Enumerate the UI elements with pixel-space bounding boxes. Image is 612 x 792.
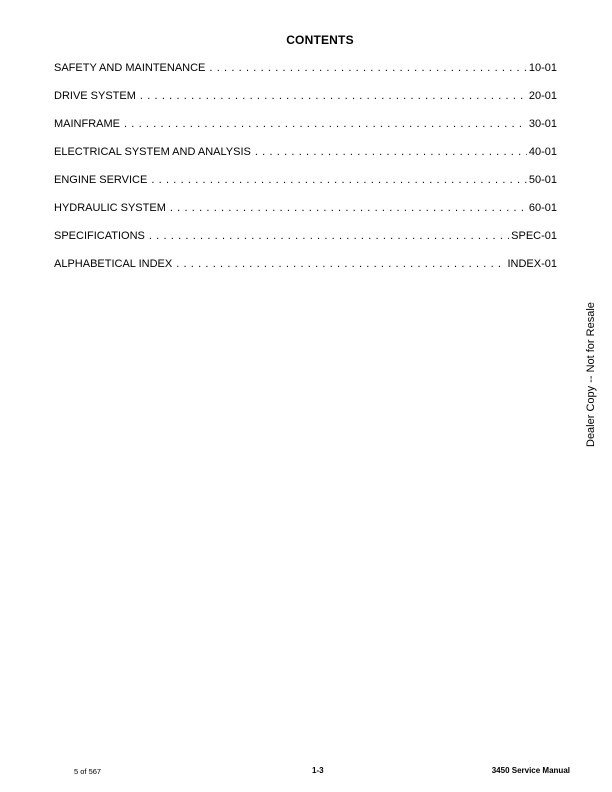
- toc-entry-alphabetical-index[interactable]: [54, 257, 557, 285]
- toc-entry-drive-system[interactable]: [54, 89, 557, 117]
- toc-entry-safety-and-maintenance[interactable]: [54, 61, 557, 89]
- toc-entry-title: ELECTRICAL SYSTEM AND ANALYSIS: [54, 146, 251, 158]
- toc-dot-leader: [176, 257, 505, 271]
- toc-entry-hydraulic-system[interactable]: [54, 201, 557, 229]
- toc-entry-page: INDEX-01: [507, 258, 557, 270]
- toc-entry-page: 30-01: [528, 118, 557, 130]
- toc-entry-electrical-system[interactable]: [54, 145, 557, 173]
- watermark-text: Dealer Copy -- Not for Resale: [585, 302, 597, 447]
- toc-entry-page: 60-01: [528, 202, 557, 214]
- toc-dot-leader: [151, 173, 527, 187]
- toc-entry-title: ENGINE SERVICE: [54, 174, 148, 186]
- toc-entry-title: ALPHABETICAL INDEX: [54, 258, 173, 270]
- toc-entry-specifications[interactable]: [54, 229, 557, 257]
- toc-entry-page: 10-01: [528, 62, 557, 74]
- footer-manual-title: 3450 Service Manual: [491, 766, 570, 775]
- footer-page-number: 1-3: [312, 766, 324, 775]
- page-title: CONTENTS: [286, 33, 354, 47]
- toc-entry-title: DRIVE SYSTEM: [54, 90, 136, 102]
- toc-entry-title: SAFETY AND MAINTENANCE: [54, 62, 206, 74]
- toc-dot-leader: [209, 61, 526, 75]
- toc-entry-page: 50-01: [528, 174, 557, 186]
- toc-dot-leader: [255, 145, 527, 159]
- toc-entry-page: 20-01: [528, 90, 557, 102]
- toc-entry-mainframe[interactable]: [54, 117, 557, 145]
- table-of-contents: [54, 61, 557, 285]
- toc-entry-page: SPEC-01: [511, 230, 557, 242]
- toc-dot-leader: [170, 201, 527, 215]
- footer-page-count: 5 of 567: [74, 767, 102, 776]
- toc-dot-leader: [140, 89, 527, 103]
- toc-entry-engine-service[interactable]: [54, 173, 557, 201]
- toc-entry-title: HYDRAULIC SYSTEM: [54, 202, 166, 214]
- toc-dot-leader: [124, 117, 527, 131]
- toc-dot-leader: [149, 229, 509, 243]
- toc-entry-title: SPECIFICATIONS: [54, 230, 145, 242]
- toc-entry-title: MAINFRAME: [54, 118, 120, 130]
- toc-entry-page: 40-01: [528, 146, 557, 158]
